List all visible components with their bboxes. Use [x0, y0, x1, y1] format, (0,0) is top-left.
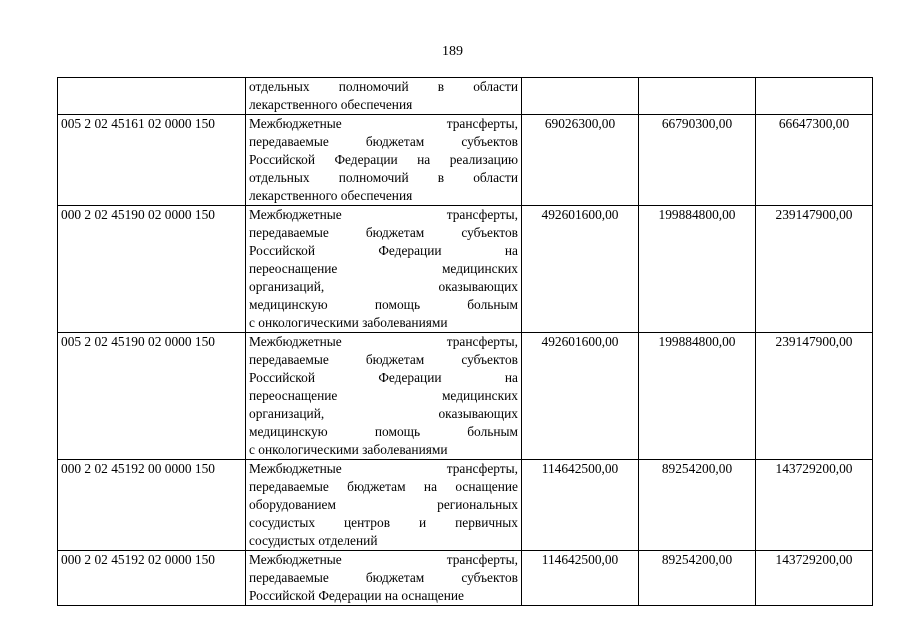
description-line: Российской Федерации на: [249, 243, 518, 258]
amount-year-2-cell: [639, 78, 756, 115]
amount-year-2-cell: 89254200,00: [639, 460, 756, 551]
description-line: Межбюджетные трансферты,: [249, 461, 518, 476]
description-cell: [246, 460, 522, 551]
amount-year-2-cell: 199884800,00: [639, 333, 756, 460]
budget-code-cell: 000 2 02 45190 02 0000 150: [58, 206, 246, 333]
description-line: с онкологическими заболеваниями: [249, 442, 448, 457]
description-line: сосудистых центров и первичных: [249, 515, 518, 530]
amount-year-1-cell: 492601600,00: [522, 206, 639, 333]
budget-code-cell: 005 2 02 45190 02 0000 150: [58, 333, 246, 460]
description-line: передаваемые бюджетам субъектов: [249, 352, 518, 367]
amount-year-3-cell: [756, 78, 873, 115]
description-line: Российской Федерации на реализацию: [249, 152, 518, 167]
description-line: передаваемые бюджетам субъектов: [249, 225, 518, 240]
description-line: Межбюджетные трансферты,: [249, 207, 518, 222]
description-line: передаваемые бюджетам субъектов: [249, 134, 518, 149]
description-line: переоснащение медицинских: [249, 388, 518, 403]
description-line: Российской Федерации на: [249, 370, 518, 385]
description-line: Межбюджетные трансферты,: [249, 334, 518, 349]
budget-code-cell: 005 2 02 45161 02 0000 150: [58, 115, 246, 206]
amount-year-1-cell: 492601600,00: [522, 333, 639, 460]
description-line: лекарственного обеспечения: [249, 188, 413, 203]
budget-table: [57, 77, 873, 606]
description-line: переоснащение медицинских: [249, 261, 518, 276]
description-line: медицинскую помощь больным: [249, 297, 518, 312]
description-line: Межбюджетные трансферты,: [249, 116, 518, 131]
amount-year-1-cell: 114642500,00: [522, 460, 639, 551]
description-line: сосудистых отделений: [249, 533, 378, 548]
budget-code-cell: 000 2 02 45192 02 0000 150: [58, 551, 246, 606]
description-line: отдельных полномочий в области: [249, 79, 518, 94]
table-row: [58, 551, 873, 606]
table-row: [58, 115, 873, 206]
description-line: передаваемые бюджетам субъектов: [249, 570, 518, 585]
description-line: отдельных полномочий в области: [249, 170, 518, 185]
amount-year-2-cell: 89254200,00: [639, 551, 756, 606]
description-cell: [246, 115, 522, 206]
description-line: с онкологическими заболеваниями: [249, 315, 448, 330]
description-line: организаций, оказывающих: [249, 279, 518, 294]
amount-year-3-cell: 66647300,00: [756, 115, 873, 206]
amount-year-2-cell: 199884800,00: [639, 206, 756, 333]
budget-code-cell: 000 2 02 45192 00 0000 150: [58, 460, 246, 551]
amount-year-3-cell: 239147900,00: [756, 333, 873, 460]
description-cell: [246, 333, 522, 460]
description-line: оборудованием региональных: [249, 497, 518, 512]
description-line: Российской Федерации на оснащение: [249, 588, 464, 603]
amount-year-2-cell: 66790300,00: [639, 115, 756, 206]
description-cell: [246, 78, 522, 115]
table-row: [58, 78, 873, 115]
amount-year-1-cell: 114642500,00: [522, 551, 639, 606]
description-line: медицинскую помощь больным: [249, 424, 518, 439]
table-row: [58, 333, 873, 460]
description-line: организаций, оказывающих: [249, 406, 518, 421]
amount-year-3-cell: 239147900,00: [756, 206, 873, 333]
table-row: [58, 206, 873, 333]
description-line: передаваемые бюджетам на оснащение: [249, 479, 518, 494]
amount-year-3-cell: 143729200,00: [756, 551, 873, 606]
page-number: 189: [442, 44, 463, 59]
description-cell: [246, 551, 522, 606]
amount-year-1-cell: [522, 78, 639, 115]
description-line: Межбюджетные трансферты,: [249, 552, 518, 567]
table-body: [58, 78, 873, 606]
table-row: [58, 460, 873, 551]
amount-year-1-cell: 69026300,00: [522, 115, 639, 206]
amount-year-3-cell: 143729200,00: [756, 460, 873, 551]
description-line: лекарственного обеспечения: [249, 97, 413, 112]
description-cell: [246, 206, 522, 333]
budget-code-cell: [58, 78, 246, 115]
